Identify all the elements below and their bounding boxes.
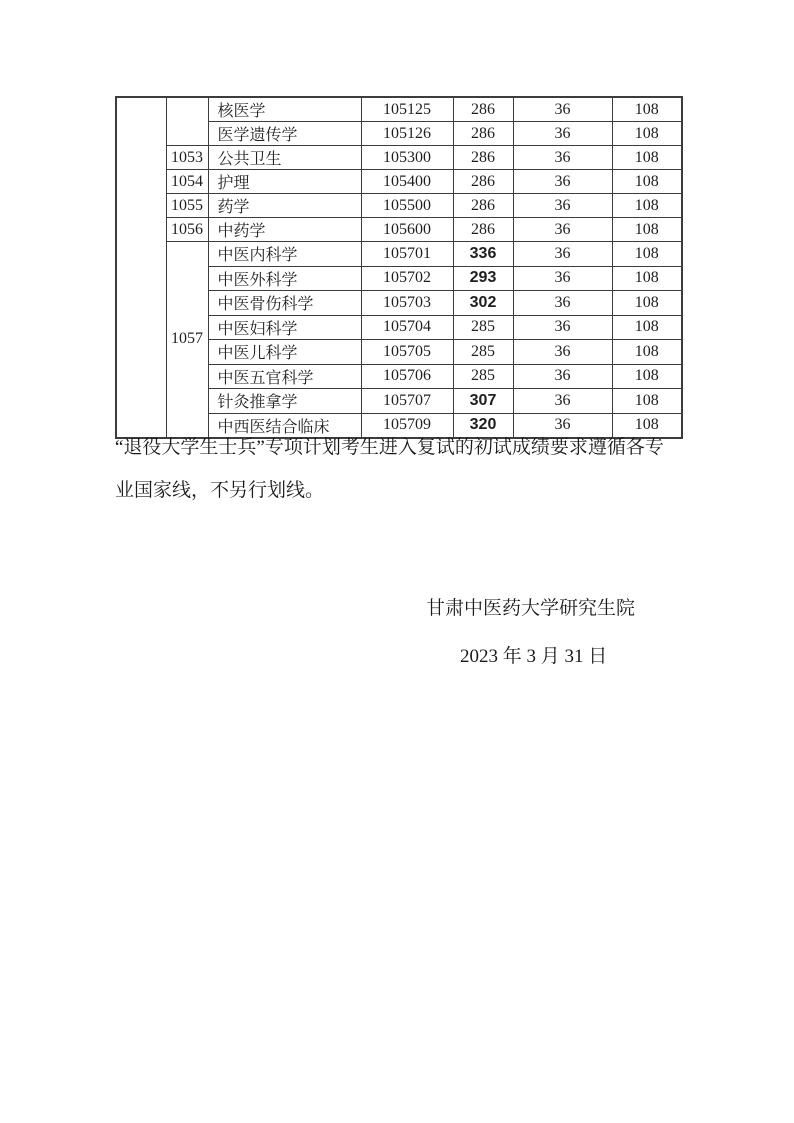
cell-code: 105600 [361, 218, 453, 242]
cell-score2: 36 [513, 242, 612, 267]
cell-score1: 286 [453, 170, 513, 194]
cell-score3: 108 [612, 340, 682, 365]
cell-score2: 36 [513, 194, 612, 218]
cell-code: 105704 [361, 315, 453, 340]
cell-code: 105400 [361, 170, 453, 194]
cell-score3: 108 [612, 122, 682, 146]
cell-code: 105300 [361, 146, 453, 170]
cell-score2: 36 [513, 315, 612, 340]
signature: 甘肃中医药大学研究生院 [426, 598, 636, 619]
note-line: 业国家线，不另行划线。 [115, 480, 325, 501]
cell-score2: 36 [513, 291, 612, 316]
cell-subject: 核医学 [208, 97, 361, 122]
cell-score2: 36 [513, 340, 612, 365]
cell-subject: 针灸推拿学 [208, 389, 361, 414]
cell-subject: 中医骨伤科学 [208, 291, 361, 316]
cell-score3: 108 [612, 413, 682, 438]
cell-code: 105500 [361, 194, 453, 218]
cell-code: 105703 [361, 291, 453, 316]
cell-score3: 108 [612, 194, 682, 218]
cell-code: 105702 [361, 266, 453, 291]
cell-score3: 108 [612, 170, 682, 194]
cell-subject: 中医内科学 [208, 242, 361, 267]
cell-score1: 286 [453, 122, 513, 146]
cell-score3: 108 [612, 218, 682, 242]
cell-score2: 36 [513, 364, 612, 389]
cell-subject: 中药学 [208, 218, 361, 242]
cell-subject: 中医儿科学 [208, 340, 361, 365]
cell-group: 1057 [166, 242, 208, 438]
note-paragraph [115, 426, 685, 512]
table-row [116, 97, 682, 122]
cell-score1: 285 [453, 340, 513, 365]
cell-score1: 286 [453, 218, 513, 242]
cell-score1: 320 [453, 413, 513, 438]
cell-score2: 36 [513, 218, 612, 242]
cell-score2: 36 [513, 170, 612, 194]
cell-group: 1053 [166, 146, 208, 170]
cell-code: 105706 [361, 364, 453, 389]
cell-score3: 108 [612, 97, 682, 122]
cell-score1: 293 [453, 266, 513, 291]
cell-code: 105126 [361, 122, 453, 146]
cell-score2: 36 [513, 146, 612, 170]
cell-score2: 36 [513, 266, 612, 291]
cell-score2: 36 [513, 97, 612, 122]
cell-score1: 285 [453, 315, 513, 340]
table-row [116, 170, 682, 194]
table-row [116, 146, 682, 170]
cell-code: 105709 [361, 413, 453, 438]
cell-score3: 108 [612, 242, 682, 267]
cell-code: 105125 [361, 97, 453, 122]
cell-subject: 药学 [208, 194, 361, 218]
cell-code: 105701 [361, 242, 453, 267]
note-line: “退役大学生士兵”专项计划考生进入复试的初试成绩要求遵循各专 [115, 437, 664, 458]
empty-margin-cell [116, 97, 166, 438]
cell-score3: 108 [612, 315, 682, 340]
cell-score1: 336 [453, 242, 513, 267]
cell-subject: 公共卫生 [208, 146, 361, 170]
cell-subject: 医学遗传学 [208, 122, 361, 146]
table-row [116, 194, 682, 218]
cell-score3: 108 [612, 389, 682, 414]
table-row [116, 242, 682, 267]
cell-score3: 108 [612, 146, 682, 170]
cell-subject: 护理 [208, 170, 361, 194]
signature-date: 2023 年 3 月 31 日 [460, 646, 608, 667]
cell-score3: 108 [612, 266, 682, 291]
cell-score3: 108 [612, 291, 682, 316]
cell-subject: 中西医结合临床 [208, 413, 361, 438]
cell-code: 105705 [361, 340, 453, 365]
table-row [116, 218, 682, 242]
cell-subject: 中医妇科学 [208, 315, 361, 340]
cell-score1: 307 [453, 389, 513, 414]
cell-score1: 286 [453, 146, 513, 170]
cell-group: 1055 [166, 194, 208, 218]
cell-score1: 286 [453, 97, 513, 122]
cell-group: 1056 [166, 218, 208, 242]
cell-group: 1054 [166, 170, 208, 194]
cell-score1: 302 [453, 291, 513, 316]
cell-score1: 285 [453, 364, 513, 389]
cell-score1: 286 [453, 194, 513, 218]
cell-score2: 36 [513, 122, 612, 146]
cell-score3: 108 [612, 364, 682, 389]
cell-subject: 中医五官科学 [208, 364, 361, 389]
cell-score2: 36 [513, 389, 612, 414]
cell-code: 105707 [361, 389, 453, 414]
cell-subject: 中医外科学 [208, 266, 361, 291]
cell-score2: 36 [513, 413, 612, 438]
score-table [115, 96, 683, 439]
empty-group-cell [166, 97, 208, 146]
